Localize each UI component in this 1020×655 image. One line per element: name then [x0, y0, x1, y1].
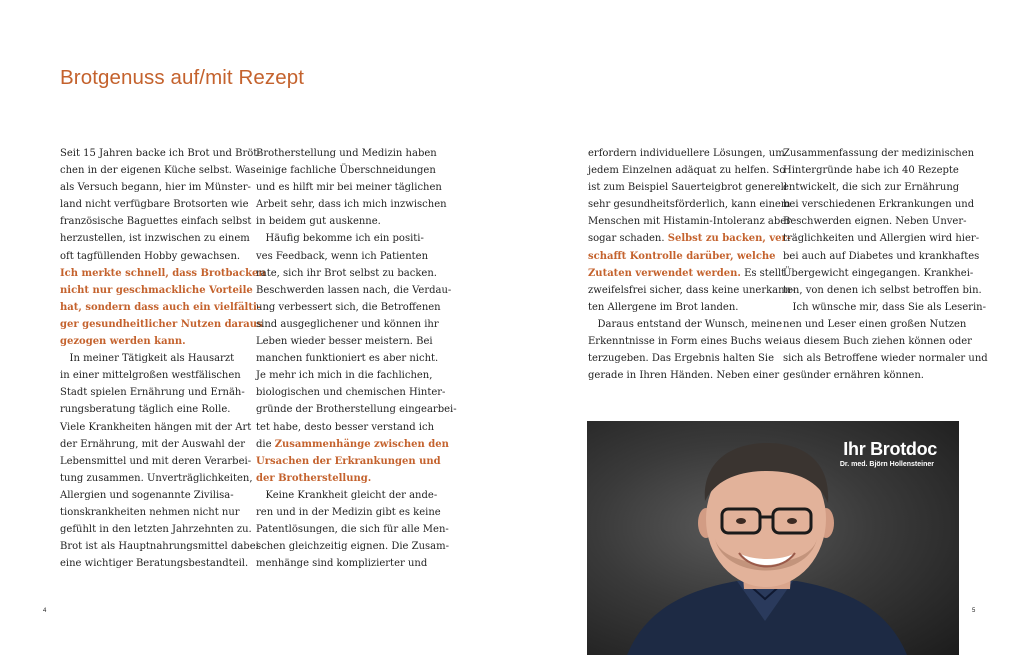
text-segment: Beschwerden eignen. Neben Unver- [783, 216, 967, 228]
text-line [588, 265, 786, 282]
text-segment: sehr gesundheitsförderlich, kann einem [588, 199, 791, 211]
text-segment: Daraus entstand der Wunsch, meine [588, 318, 783, 330]
text-line [588, 316, 783, 333]
text-line [60, 196, 249, 213]
text-segment: gesünder ernähren können. [783, 370, 924, 382]
text-line [783, 367, 963, 384]
text-line [60, 419, 252, 436]
text-line [60, 265, 266, 282]
text-line [588, 367, 780, 384]
text-segment: ten, von denen ich selbst betroffen bin. [783, 284, 982, 296]
text-line [783, 350, 988, 367]
text-line [783, 230, 980, 247]
text-line [256, 401, 457, 418]
text-segment: biologischen und chemischen Hinter- [256, 387, 446, 399]
text-segment: entwickelt, die sich zur Ernährung [783, 182, 960, 194]
text-column-3 [588, 145, 795, 384]
text-segment: In meiner Tätigkeit als Hausarzt [60, 353, 235, 365]
text-line [60, 299, 261, 316]
text-line [256, 333, 434, 350]
text-line [60, 538, 259, 555]
text-line [783, 162, 963, 179]
text-line [588, 248, 776, 265]
page-number-left: 4 [43, 608, 47, 614]
text-line [60, 333, 238, 350]
photo-caption-title: Ihr Brotdoc [843, 439, 937, 459]
text-line [256, 213, 434, 230]
text-line [783, 196, 975, 213]
text-segment: gezogen werden kann. [60, 336, 186, 348]
text-segment: der Brotherstellung. [256, 472, 372, 484]
text-line [256, 230, 434, 247]
text-segment: Stadt spielen Ernährung und Ernäh- [60, 387, 245, 399]
text-segment: land nicht verfügbare Brotsorten wie [60, 199, 249, 211]
text-line [256, 367, 434, 384]
text-segment: sogar schaden. [588, 233, 668, 245]
text-segment: ger gesundheitlicher Nutzen daraus [60, 318, 263, 330]
text-segment: Ich wünsche mir, dass Sie als Leserin- [783, 301, 986, 313]
text-line [588, 350, 775, 367]
text-line [256, 145, 437, 162]
text-segment: rungsberatung täglich eine Rolle. [60, 404, 231, 416]
text-segment: rate, sich ihr Brot selbst zu backen. [256, 267, 437, 279]
text-line [783, 145, 975, 162]
text-segment: die [256, 438, 275, 450]
page-title: Brotgenuss auf/mit Rezept [60, 66, 305, 89]
text-segment: Patentlösungen, die sich für alle Men- [256, 524, 449, 536]
text-line [60, 213, 252, 230]
text-line [256, 196, 447, 213]
text-segment: Brot ist als Hauptnahrungsmittel dabei [60, 541, 259, 553]
text-segment: gründe der Brotherstellung eingearbei- [256, 404, 457, 416]
text-line [256, 521, 449, 538]
text-line [60, 282, 253, 299]
text-segment: Hintergründe habe ich 40 Rezepte [783, 165, 959, 177]
text-line [588, 179, 788, 196]
text-segment: nicht nur geschmackliche Vorteile [60, 284, 253, 296]
text-line [60, 453, 252, 470]
text-line [783, 299, 986, 316]
text-segment: Leben wieder besser meistern. Bei [256, 336, 433, 348]
text-line [60, 248, 241, 265]
text-segment: tung zusammen. Unverträglichkeiten, [60, 472, 253, 484]
text-segment: zweifelsfrei sicher, dass keine unerkann- [588, 284, 795, 296]
text-segment: sich als Betroffene wieder normaler und [783, 353, 988, 365]
text-line [256, 538, 449, 555]
text-segment: eine wichtiger Beratungsbestandteil. [60, 558, 249, 570]
text-segment: gerade in Ihren Händen. Neben einer [588, 370, 780, 382]
page-number-right: 5 [972, 608, 976, 614]
text-segment: Zutaten verwendet werden. [588, 267, 741, 279]
text-line [256, 555, 434, 572]
text-segment: hat, sondern dass auch ein vielfälti- [60, 301, 261, 313]
text-line [256, 504, 441, 521]
text-line [588, 213, 791, 230]
text-line [60, 401, 238, 418]
text-segment: jedem Einzelnen adäquat zu helfen. So [588, 165, 786, 177]
text-segment: der Ernährung, mit der Auswahl der [60, 438, 246, 450]
text-line [783, 213, 967, 230]
text-segment: französische Baguettes einfach selbst [60, 216, 252, 228]
text-line [256, 350, 439, 367]
text-segment: aus diesem Buch ziehen können oder [783, 336, 972, 348]
text-line [256, 436, 449, 453]
text-segment: Beschwerden lassen nach, die Verdau- [256, 284, 452, 296]
text-line [588, 145, 785, 162]
text-segment: Zusammenfassung der medizinischen [783, 148, 975, 159]
text-line [60, 350, 238, 367]
text-segment: Lebensmittel und mit deren Verarbei- [60, 455, 252, 467]
highlighted-text-segment: Selbst zu backen, ver- [667, 233, 791, 245]
text-line [60, 436, 246, 453]
text-line [60, 316, 263, 333]
text-segment: sind ausgeglichener und können ihr [256, 318, 439, 330]
text-line [256, 299, 441, 316]
text-segment: bei auch auf Diabetes und krankhaftes [783, 250, 980, 262]
text-segment: gefühlt in den letzten Jahrzehnten zu. [60, 524, 252, 536]
text-line [60, 145, 261, 162]
text-segment: Seit 15 Jahren backe ich Brot und Bröt- [60, 148, 261, 159]
text-line [588, 282, 795, 299]
text-segment: Es stellt [740, 267, 786, 279]
text-line [256, 179, 442, 196]
text-line [783, 179, 963, 196]
text-line [588, 162, 786, 179]
text-segment: Keine Krankheit gleicht der ande- [256, 489, 438, 501]
text-segment: Menschen mit Histamin-Intoleranz aber [588, 216, 791, 228]
text-segment: Allergien und sogenannte Zivilisa- [60, 489, 234, 501]
text-segment: erfordern individuellere Lösungen, um [588, 148, 785, 159]
text-column-4 [783, 145, 988, 384]
text-segment: schafft Kontrolle darüber, welche [588, 250, 776, 262]
text-segment: Arbeit sehr, dass ich mich inzwischen [256, 199, 447, 211]
text-segment: Viele Krankheiten hängen mit der Art [60, 421, 252, 433]
author-portrait-photo [587, 421, 959, 655]
text-segment: ren und in der Medizin gibt es keine [256, 506, 441, 518]
text-line [60, 521, 252, 538]
text-segment: Brotherstellung und Medizin haben [256, 148, 437, 159]
text-segment: nen und Leser einen großen Nutzen [783, 318, 967, 330]
text-line [60, 504, 238, 521]
text-segment: menhänge sind komplizierter und [256, 558, 428, 570]
text-segment: ves Feedback, wenn ich Patienten [256, 250, 429, 262]
text-segment: manchen funktioniert es aber nicht. [256, 353, 439, 365]
text-line [588, 299, 768, 316]
text-line [256, 453, 441, 470]
text-column-2 [256, 145, 457, 572]
text-line [588, 333, 786, 350]
text-segment: ung verbessert sich, die Betroffenen [256, 301, 441, 313]
text-segment: chen in der eigenen Küche selbst. Was [60, 165, 256, 177]
text-line [60, 179, 251, 196]
text-line [783, 333, 972, 350]
text-line [60, 384, 245, 401]
photo-caption-subtitle: Dr. med. Björn Hollensteiner [839, 461, 934, 468]
text-line [256, 162, 434, 179]
text-segment: bei verschiedenen Erkrankungen und [783, 199, 975, 211]
text-segment: Häufig bekomme ich ein positi- [256, 233, 424, 245]
text-line [783, 265, 974, 282]
text-line [60, 555, 249, 572]
text-segment: Ich merkte schnell, dass Brotbacken [60, 267, 266, 279]
text-line [783, 248, 980, 265]
text-segment: Je mehr ich mich in die fachlichen, [256, 370, 433, 382]
text-segment: ten Allergene im Brot landen. [588, 301, 739, 313]
text-line [588, 196, 791, 213]
text-line [256, 384, 446, 401]
text-line [60, 487, 238, 504]
highlighted-text-segment: Zusammenhänge zwischen den [274, 438, 449, 450]
text-segment: ist zum Beispiel Sauerteigbrot generell [588, 182, 788, 194]
text-segment: träglichkeiten und Allergien wird hier- [783, 233, 980, 245]
text-line [256, 282, 452, 299]
text-segment: herzustellen, ist inzwischen zu einem [60, 233, 250, 245]
text-line [256, 419, 434, 436]
text-segment: oft tagfüllenden Hobby gewachsen. [60, 250, 241, 262]
text-line [256, 265, 437, 282]
text-segment: und es hilft mir bei meiner täglichen [256, 182, 442, 194]
text-segment: tet habe, desto besser verstand ich [256, 421, 435, 433]
text-segment: in beidem gut auskenne. [256, 216, 381, 228]
text-segment: Übergewicht eingegangen. Krankhei- [783, 267, 974, 279]
text-segment: schen gleichzeitig eignen. Die Zusam- [256, 541, 449, 553]
text-line [256, 316, 439, 333]
text-line [783, 282, 982, 299]
text-segment: als Versuch begann, hier im Münster- [60, 182, 251, 194]
text-line [60, 367, 241, 384]
text-segment: Ursachen der Erkrankungen und [256, 455, 441, 467]
text-line [588, 230, 791, 247]
text-segment: einige fachliche Überschneidungen [256, 165, 436, 177]
text-line [256, 248, 434, 265]
text-segment: Erkenntnisse in Form eines Buchs wei- [588, 336, 786, 348]
text-line [60, 470, 253, 487]
text-line [256, 470, 434, 487]
text-segment: terzugeben. Das Ergebnis halten Sie [588, 353, 775, 365]
text-segment: tionskrankheiten nehmen nicht nur [60, 506, 240, 518]
text-segment: in einer mittelgroßen westfälischen [60, 370, 241, 382]
text-line [60, 230, 250, 247]
text-line [783, 316, 967, 333]
text-line [60, 162, 256, 179]
text-line [256, 487, 438, 504]
